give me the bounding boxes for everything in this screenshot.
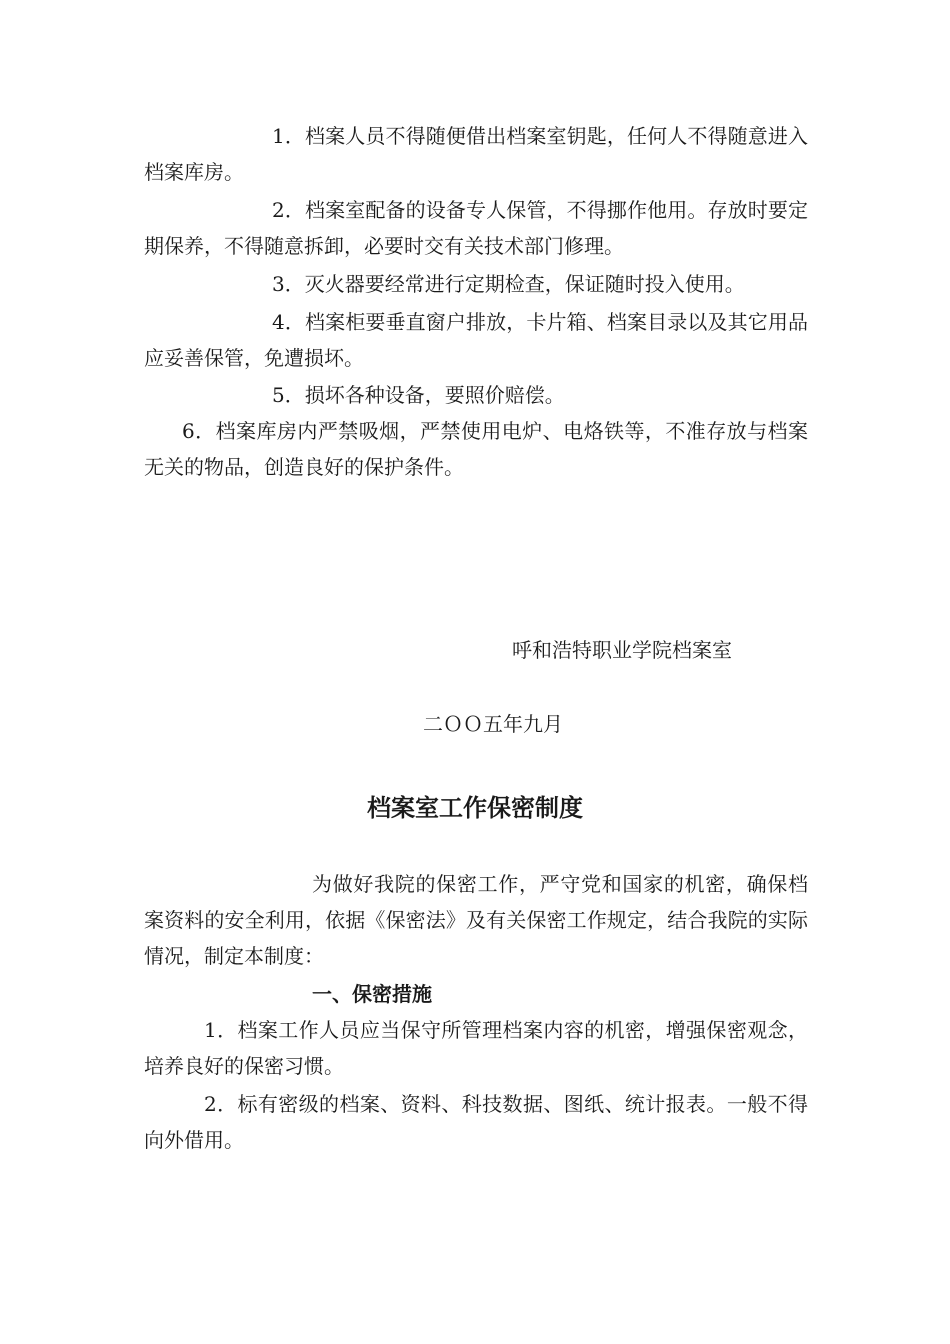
rule-item-1: 1．档案人员不得随便借出档案室钥匙，任何人不得随意进入档案库房。: [144, 124, 808, 184]
rule-item-2: 2．档案室配备的设备专人保管，不得挪作他用。存放时要定期保养，不得随意拆卸，必要时交有关技术部门修理。: [144, 198, 808, 258]
measure-item-1: 1．档案工作人员应当保守所管理档案内容的机密，增强保密观念，培养良好的保密习惯。: [144, 1018, 808, 1078]
intro-paragraph: 为做好我院的保密工作，严守党和国家的机密，确保档案资料的安全利用，依据《保密法》及有关保密工作规定，结合我院的实际情况，制定本制度：: [144, 872, 808, 968]
section-heading: 一、保密措施: [312, 982, 432, 1006]
document-title: 档案室工作保密制度: [367, 794, 583, 822]
rule-item-3: 3．灭火器要经常进行定期检查，保证随时投入使用。: [272, 272, 745, 296]
rule-item-4: 4．档案柜要垂直窗户排放，卡片箱、档案目录以及其它用品应妥善保管，免遭损坏。: [144, 310, 808, 370]
rule-item-6: 6．档案库房内严禁吸烟，严禁使用电炉、电烙铁等，不准存放与档案无关的物品，创造良好的保护条件。: [144, 419, 808, 479]
rule-item-5: 5．损坏各种设备，要照价赔偿。: [272, 383, 565, 407]
measure-item-2: 2．标有密级的档案、资料、科技数据、图纸、统计报表。一般不得向外借用。: [144, 1092, 808, 1152]
signature-date: 二ＯＯ五年九月: [423, 712, 563, 736]
signature-organization: 呼和浩特职业学院档案室: [512, 638, 732, 662]
